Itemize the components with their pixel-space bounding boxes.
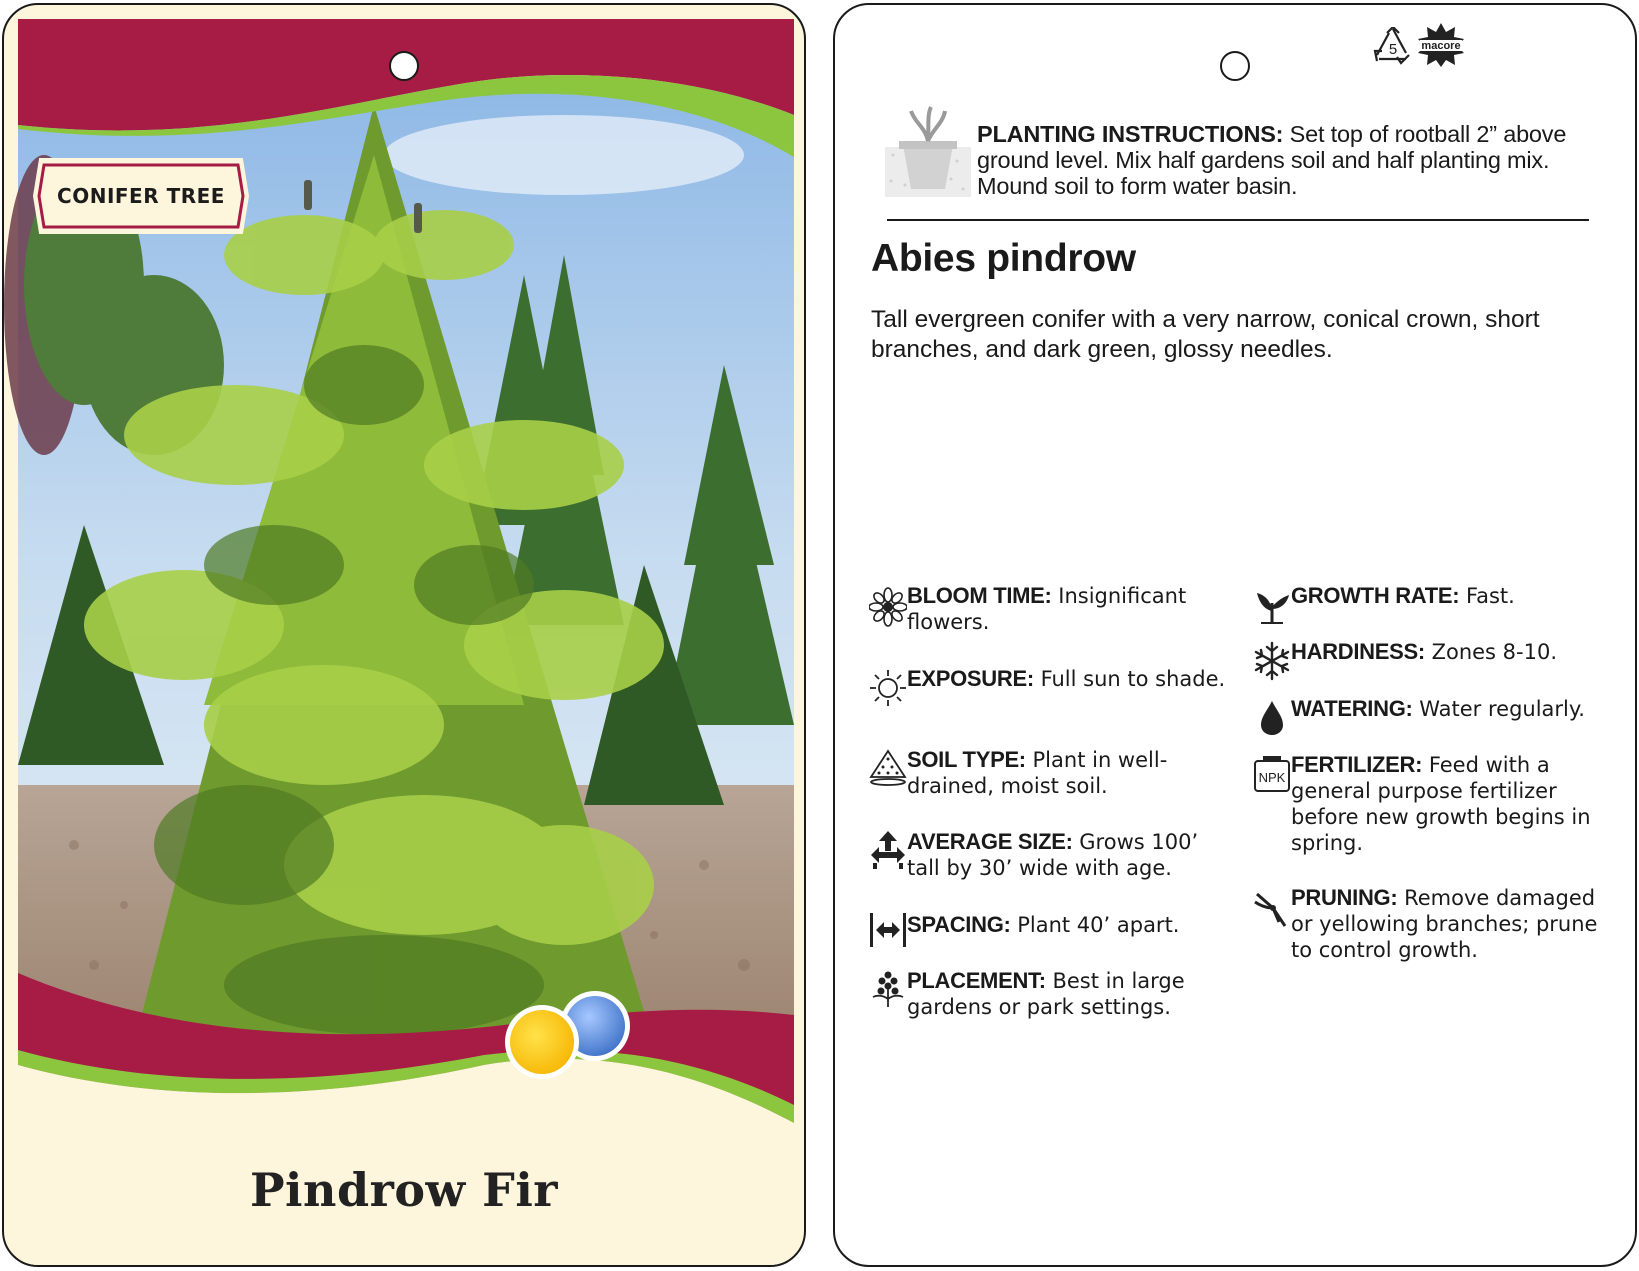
recycle-icon: [1373, 27, 1413, 65]
planting-pot-icon: [885, 105, 971, 201]
attr-soil-type: SOIL TYPE: Plant in well-drained, moist soil.: [907, 747, 1168, 798]
attr-bloom-time: BLOOM TIME: Insignificant flowers.: [907, 583, 1187, 634]
size-icon: [869, 829, 907, 869]
spacing-icon: [869, 909, 907, 949]
sprout-icon: [1253, 585, 1291, 625]
divider: [887, 219, 1589, 221]
hang-hole: [1220, 51, 1250, 81]
attr-average-size: AVERAGE SIZE: Grows 100’ tall by 30’ wide with age.: [907, 829, 1199, 880]
attr-exposure: EXPOSURE: Full sun to shade.: [907, 666, 1226, 691]
fertilizer-icon: [1253, 755, 1291, 795]
planting-text: Set top of rootball 2” above ground level. Mix half gardens soil and half planting mix. Mound soil to form water basin.: [977, 121, 1567, 199]
pruners-icon: [1253, 888, 1291, 928]
placement-icon: [869, 969, 907, 1009]
attr-spacing: SPACING: Plant 40’ apart.: [907, 912, 1180, 937]
tag-front: [2, 3, 806, 1267]
planting-instructions: [977, 121, 1577, 199]
macore-logo-text: macore: [1421, 40, 1461, 52]
npk-label: NPK: [1258, 770, 1286, 785]
attr-watering: WATERING: Water regularly.: [1291, 696, 1585, 721]
attr-fertilizer: FERTILIZER: Feed with a general purpose fertilizer before new growth begins in spring.: [1291, 752, 1591, 855]
plant-description: Tall evergreen conifer with a very narrow, conical crown, short branches, and dark green, glossy needles.: [871, 306, 1540, 363]
attr-placement: PLACEMENT: Best in large gardens or park settings.: [907, 968, 1185, 1019]
snowflake-icon: [1253, 641, 1291, 681]
hang-hole: [389, 51, 419, 81]
tag-back: [833, 3, 1637, 1267]
botanical-name: Abies pindrow: [871, 237, 1136, 280]
soil-icon: [869, 747, 907, 787]
sun-icon: [869, 668, 907, 708]
recycle-code: 5: [1388, 41, 1398, 58]
attr-hardiness: HARDINESS: Zones 8-10.: [1291, 639, 1557, 664]
planting-label: PLANTING INSTRUCTIONS:: [977, 121, 1284, 147]
macore-logo-icon: [1418, 23, 1464, 67]
flower-icon: [869, 587, 907, 627]
attr-growth-rate: GROWTH RATE: Fast.: [1291, 583, 1515, 608]
common-name: Pindrow Fir: [249, 1163, 559, 1217]
water-drop-icon: [1253, 697, 1291, 737]
attr-pruning: PRUNING: Remove damaged or yellowing branches; prune to control growth.: [1291, 885, 1598, 962]
category-badge: CONIFER TREE: [57, 184, 225, 208]
